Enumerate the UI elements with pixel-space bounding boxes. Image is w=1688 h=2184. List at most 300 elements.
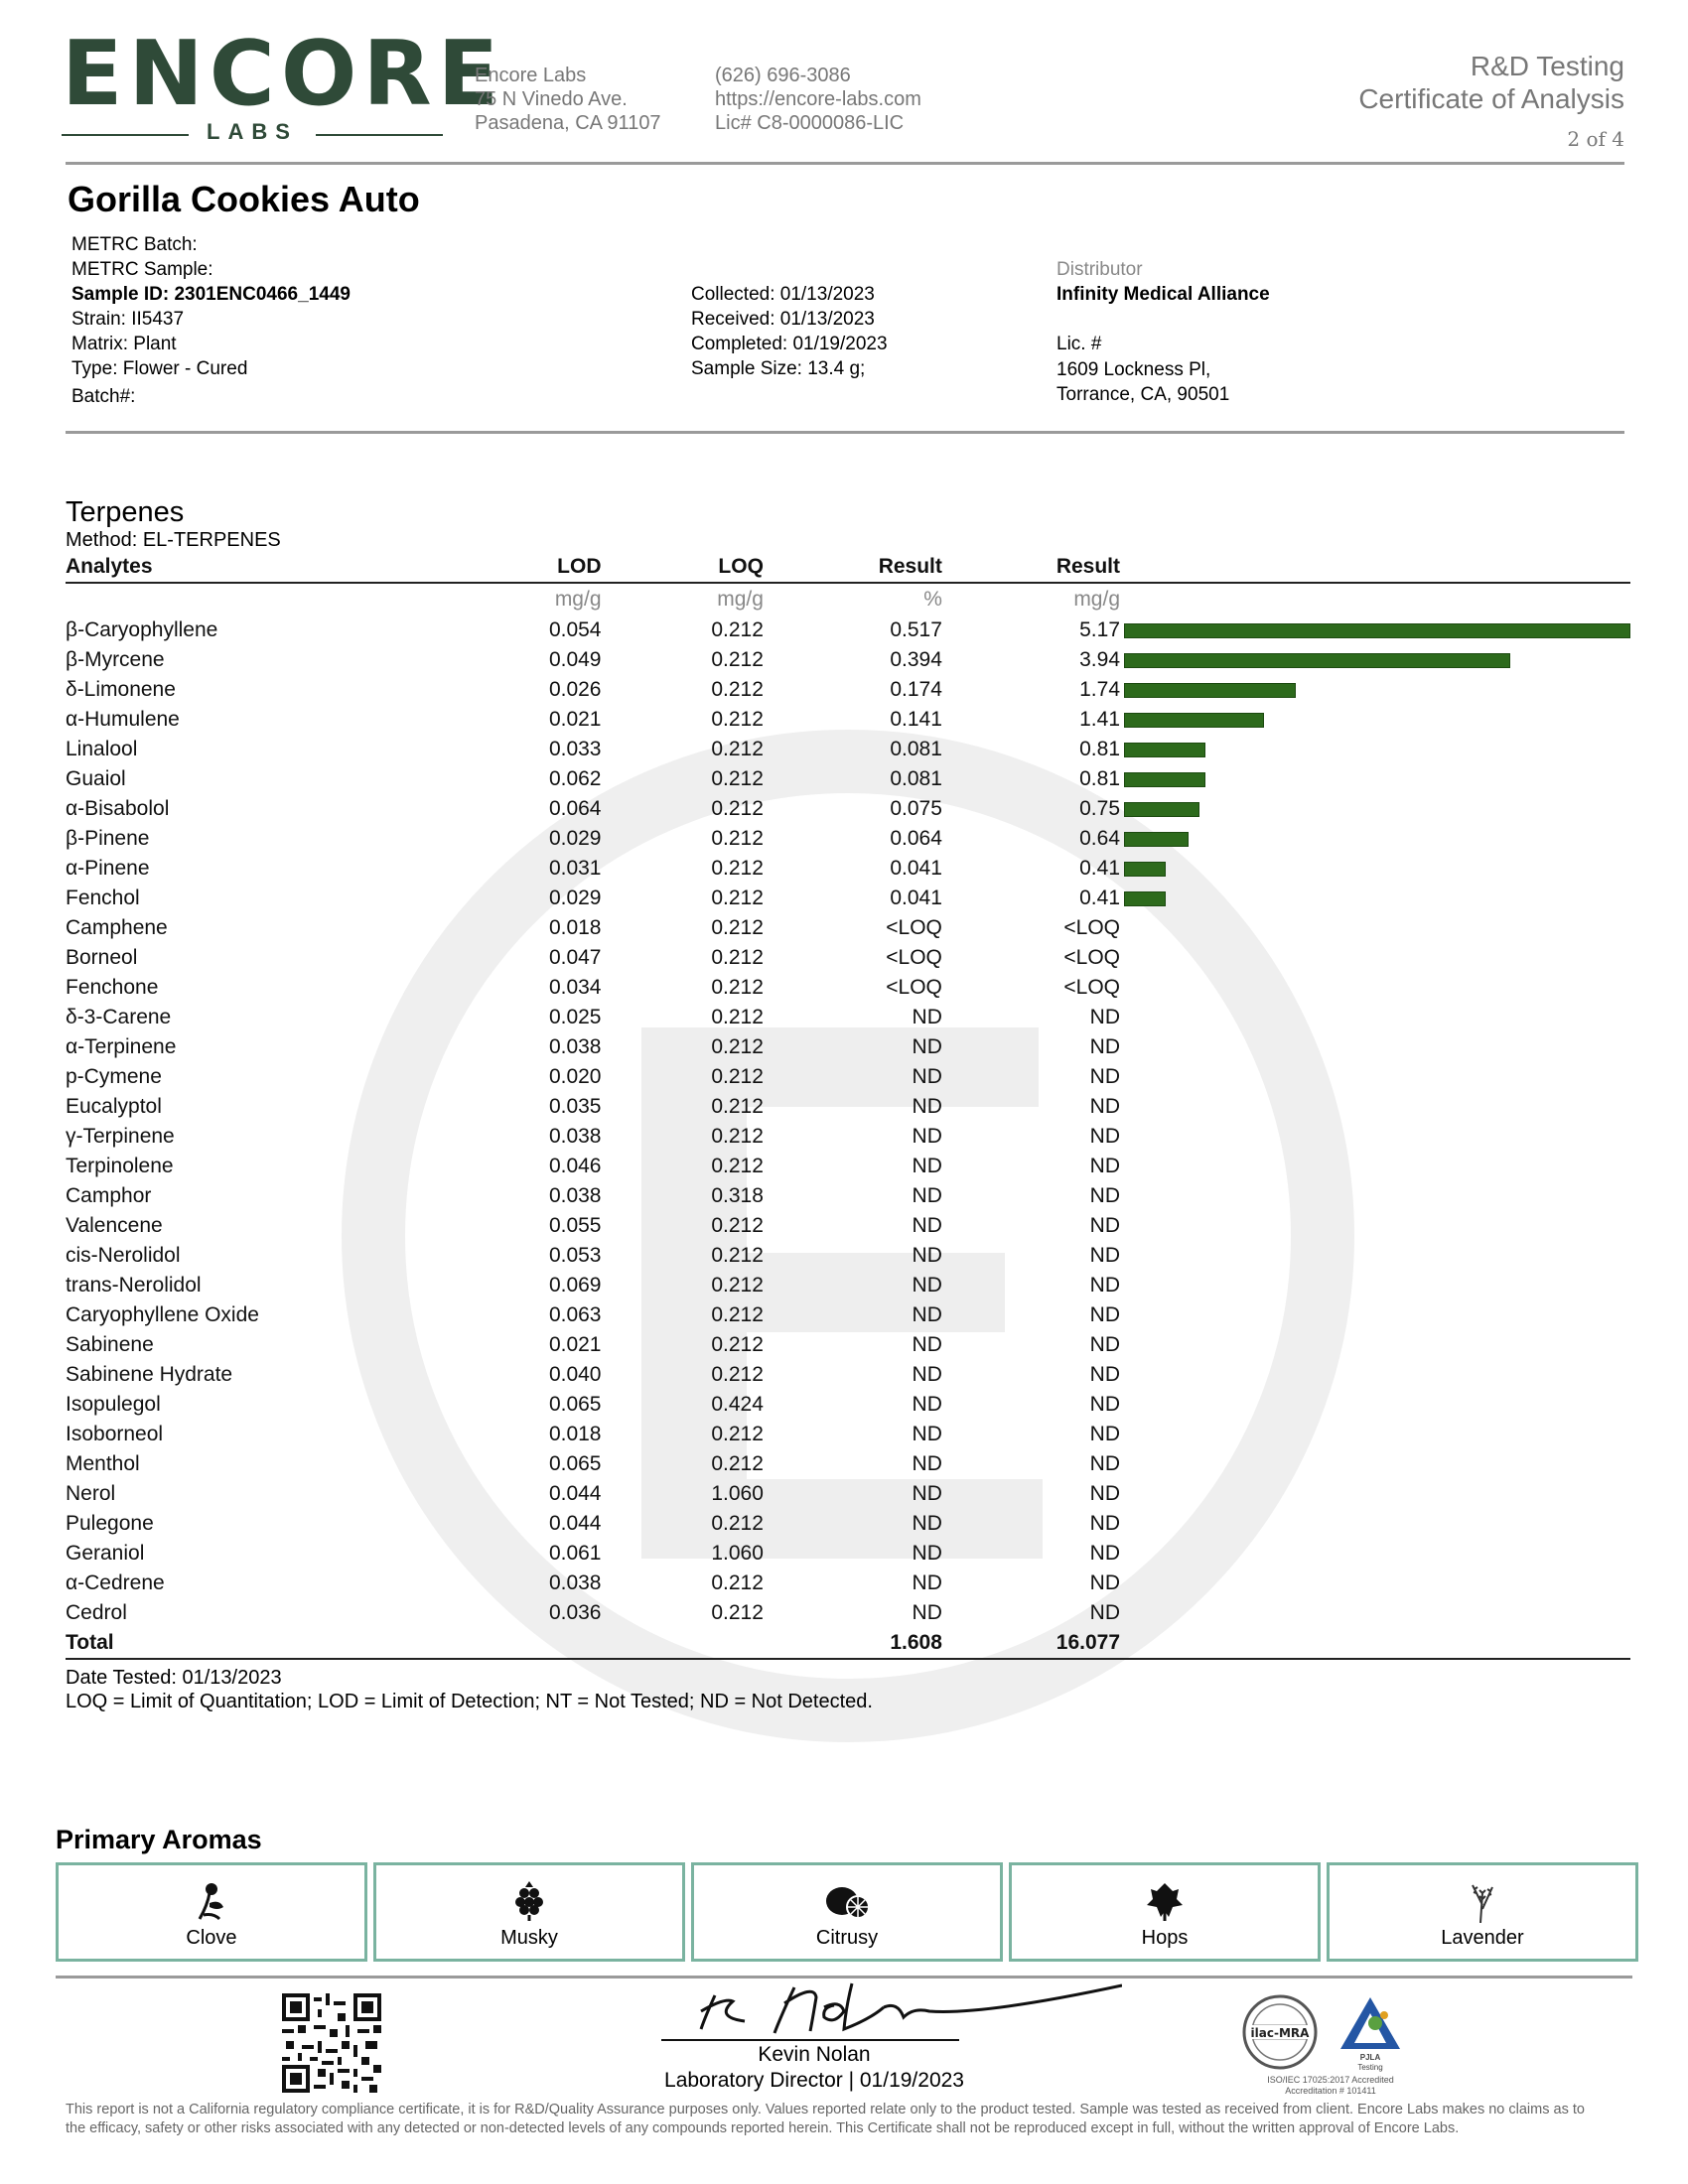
metrc-sample: METRC Sample:	[71, 259, 213, 280]
terpene-row	[66, 1241, 1630, 1271]
result-bar-cell	[1120, 645, 1630, 675]
analyte-name: Fenchol	[66, 887, 140, 909]
lab-phone: (626) 696-3086	[715, 65, 851, 86]
terpene-row	[66, 1003, 1630, 1032]
terpene-row	[66, 1539, 1630, 1569]
lod-value: 0.053	[548, 1244, 602, 1267]
terpene-row	[66, 1509, 1630, 1539]
result-pct-value: ND	[912, 1303, 942, 1326]
batch-number: Batch#:	[71, 386, 136, 407]
ilac-mra-text: ilac-MRA	[1250, 2026, 1310, 2040]
doc-type	[1358, 50, 1624, 115]
terpene-row	[66, 1420, 1630, 1449]
lod-value: 0.026	[548, 678, 602, 701]
result-bar-cell	[1120, 1390, 1630, 1420]
result-pct-value: <LOQ	[886, 946, 942, 969]
result-mg-value: 0.41	[1079, 857, 1120, 880]
result-pct-value: 0.141	[890, 708, 942, 731]
logo-sub	[62, 119, 443, 149]
lod-value: 0.038	[548, 1184, 602, 1207]
logo-wordmark: ENCORE	[62, 22, 505, 126]
result-bar-cell	[1120, 854, 1630, 884]
result-bar-cell	[1120, 1598, 1630, 1628]
result-bar-cell	[1120, 1539, 1630, 1569]
result-pct-value: 0.517	[890, 618, 942, 641]
lab-name: Encore Labs	[475, 65, 587, 86]
terpenes-table	[66, 552, 1630, 1660]
result-mg-value: ND	[1089, 1006, 1120, 1028]
lab-address	[475, 64, 661, 135]
result-bar-cell	[1120, 1152, 1630, 1181]
lod-value: 0.036	[548, 1601, 602, 1624]
loq-value: 0.424	[711, 1393, 764, 1416]
lod-value: 0.034	[548, 976, 602, 999]
result-pct-value: <LOQ	[886, 916, 942, 939]
result-mg-value: ND	[1089, 1542, 1120, 1565]
result-mg-value: 0.64	[1079, 827, 1120, 850]
analyte-name: Eucalyptol	[66, 1095, 162, 1118]
result-bar-cell	[1120, 1360, 1630, 1390]
result-pct-value: 0.041	[890, 887, 942, 909]
result-mg-value: 0.81	[1079, 767, 1120, 790]
result-mg-value: ND	[1089, 1035, 1120, 1058]
terpene-row	[66, 884, 1630, 913]
result-pct-value: ND	[912, 1035, 942, 1058]
lod-value: 0.069	[548, 1274, 602, 1297]
page-number: 2 of 4	[1567, 127, 1624, 151]
lod-value: 0.047	[548, 946, 602, 969]
result-bar-cell	[1120, 973, 1630, 1003]
lab-address-line1: 75 N Vinedo Ave.	[475, 88, 628, 110]
lod-value: 0.035	[548, 1095, 602, 1118]
result-pct-value: ND	[912, 1363, 942, 1386]
result-mg-value: ND	[1089, 1184, 1120, 1207]
terpene-row	[66, 1390, 1630, 1420]
terpene-row	[66, 854, 1630, 884]
loq-value: 0.212	[711, 1095, 764, 1118]
result-pct-value: 0.041	[890, 857, 942, 880]
result-bar-cell	[1120, 764, 1630, 794]
lod-value: 0.018	[548, 1423, 602, 1445]
loq-value: 0.212	[711, 1571, 764, 1594]
col-bar	[1120, 552, 1630, 583]
qr-code-icon[interactable]	[282, 1993, 381, 2093]
analyte-name: Isoborneol	[66, 1423, 164, 1445]
result-bar-cell	[1120, 735, 1630, 764]
result-mg-value: ND	[1089, 1571, 1120, 1594]
terpene-row	[66, 973, 1630, 1003]
aroma-label: Clove	[186, 1927, 237, 1949]
musky-icon	[376, 1879, 682, 1923]
analyte-name: Fenchone	[66, 976, 159, 999]
header-divider	[66, 162, 1624, 165]
terpene-row	[66, 1598, 1630, 1628]
loq-value: 0.212	[711, 1423, 764, 1445]
result-mg-value: <LOQ	[1063, 916, 1120, 939]
loq-value: 1.060	[711, 1542, 764, 1565]
result-bar-cell	[1120, 1330, 1630, 1360]
unit-result-pct: %	[923, 588, 942, 611]
result-bar-cell	[1120, 913, 1630, 943]
result-pct-value: 0.081	[890, 738, 942, 760]
analyte-name: Geraniol	[66, 1542, 145, 1565]
result-pct-value: ND	[912, 1065, 942, 1088]
accreditation-line2: Accreditation # 101411	[1285, 2086, 1376, 2096]
terpene-row	[66, 1211, 1630, 1241]
lod-value: 0.021	[548, 1333, 602, 1356]
doc-type-line2: Certificate of Analysis	[1358, 83, 1624, 114]
result-mg-value: 1.74	[1079, 678, 1120, 701]
terpene-row	[66, 764, 1630, 794]
analyte-name: trans-Nerolidol	[66, 1274, 202, 1297]
aroma-label: Musky	[500, 1927, 558, 1949]
aromas-title: Primary Aromas	[56, 1825, 262, 1854]
terpene-row	[66, 1569, 1630, 1598]
aroma-citrusy	[691, 1862, 1003, 1962]
loq-value: 0.212	[711, 976, 764, 999]
signer-title: Laboratory Director | 01/19/2023	[664, 2069, 964, 2092]
analyte-name: δ-Limonene	[66, 678, 176, 701]
terpene-row	[66, 1122, 1630, 1152]
accreditation-text	[1231, 2075, 1430, 2097]
result-mg-value: 1.41	[1079, 708, 1120, 731]
result-bar-cell	[1120, 1449, 1630, 1479]
result-bar	[1124, 743, 1205, 757]
analyte-name: Terpinolene	[66, 1155, 174, 1177]
result-mg-value: 5.17	[1079, 618, 1120, 641]
result-mg-value: 3.94	[1079, 648, 1120, 671]
terpene-row	[66, 735, 1630, 764]
analyte-name: β-Caryophyllene	[66, 618, 218, 641]
loq-value: 0.212	[711, 1006, 764, 1028]
result-pct-value: ND	[912, 1423, 942, 1445]
terpene-row	[66, 1479, 1630, 1509]
result-mg-value: ND	[1089, 1482, 1120, 1505]
lod-value: 0.020	[548, 1065, 602, 1088]
citrus-icon	[694, 1879, 1000, 1923]
terpene-row	[66, 705, 1630, 735]
signer-block	[596, 2042, 1033, 2094]
result-bar	[1124, 802, 1199, 817]
ilac-mra-logo-icon	[1241, 1993, 1319, 2071]
result-mg-value: ND	[1089, 1303, 1120, 1326]
col-result-pct: Result	[764, 552, 942, 583]
terpene-row	[66, 1300, 1630, 1330]
terpene-row	[66, 675, 1630, 705]
result-bar-cell	[1120, 1271, 1630, 1300]
analyte-name: Caryophyllene Oxide	[66, 1303, 259, 1326]
lod-value: 0.046	[548, 1155, 602, 1177]
accreditation-line1: ISO/IEC 17025:2017 Accredited	[1267, 2075, 1394, 2085]
aroma-label: Lavender	[1441, 1927, 1524, 1949]
loq-value: 0.212	[711, 1303, 764, 1326]
result-bar-cell	[1120, 943, 1630, 973]
loq-value: 0.212	[711, 1155, 764, 1177]
total-mg: 16.077	[942, 1628, 1120, 1659]
result-mg-value: ND	[1089, 1065, 1120, 1088]
aroma-label: Citrusy	[815, 1927, 879, 1949]
result-mg-value: 0.81	[1079, 738, 1120, 760]
loq-value: 0.212	[711, 708, 764, 731]
lab-website[interactable]: https://encore-labs.com	[715, 88, 921, 110]
loq-value: 0.212	[711, 916, 764, 939]
terpene-row	[66, 913, 1630, 943]
analyte-name: Sabinene	[66, 1333, 154, 1356]
result-pct-value: ND	[912, 1125, 942, 1148]
result-pct-value: ND	[912, 1333, 942, 1356]
analyte-name: α-Bisabolol	[66, 797, 170, 820]
signature-icon	[685, 1978, 1122, 2039]
pjla-label	[1331, 2053, 1410, 2073]
analyte-name: Linalool	[66, 738, 138, 760]
terpene-row	[66, 1032, 1630, 1062]
result-pct-value: ND	[912, 1006, 942, 1028]
loq-value: 0.212	[711, 1035, 764, 1058]
collected-date: Collected: 01/13/2023	[691, 284, 875, 305]
analyte-name: Menthol	[66, 1452, 140, 1475]
lod-value: 0.063	[548, 1303, 602, 1326]
terpene-row	[66, 615, 1630, 645]
analyte-name: Guaiol	[66, 767, 126, 790]
result-bar	[1124, 653, 1510, 668]
sample-type: Type: Flower - Cured	[71, 358, 248, 379]
lod-value: 0.025	[548, 1006, 602, 1028]
info-divider	[66, 431, 1624, 434]
matrix: Matrix: Plant	[71, 334, 177, 354]
result-mg-value: ND	[1089, 1125, 1120, 1148]
analyte-name: cis-Nerolidol	[66, 1244, 181, 1267]
sample-size: Sample Size: 13.4 g;	[691, 358, 866, 379]
lod-value: 0.065	[548, 1452, 602, 1475]
abbreviation-legend: LOQ = Limit of Quantitation; LOD = Limit of Detection; NT = Not Tested; ND = Not Detected.	[66, 1691, 873, 1712]
loq-value: 0.212	[711, 887, 764, 909]
result-bar	[1124, 891, 1166, 906]
analyte-name: Camphor	[66, 1184, 152, 1207]
loq-value: 0.212	[711, 1065, 764, 1088]
loq-value: 0.212	[711, 1125, 764, 1148]
analyte-name: α-Terpinene	[66, 1035, 177, 1058]
result-pct-value: ND	[912, 1512, 942, 1535]
result-pct-value: ND	[912, 1095, 942, 1118]
disclaimer-text: This report is not a California regulatory compliance certificate, it is for R&D/Quality Assurance purposes only. Values reported relate only to the product tested. Sample was tested as received from client. Encore Labs makes no claims as to the efficacy, safety or other risks associated with any detected or non-detected levels of any compounds reported herein. This Certificate shall not be reproduced except in full, without the written approval of Encore Labs.	[66, 2102, 1585, 2136]
received-date: Received: 01/13/2023	[691, 309, 875, 330]
result-pct-value: 0.394	[890, 648, 942, 671]
result-mg-value: ND	[1089, 1601, 1120, 1624]
lod-value: 0.054	[548, 618, 602, 641]
unit-lod: mg/g	[554, 588, 602, 611]
result-bar-cell	[1120, 1300, 1630, 1330]
distributor-name: Infinity Medical Alliance	[1056, 284, 1270, 305]
result-mg-value: ND	[1089, 1452, 1120, 1475]
result-bar-cell	[1120, 675, 1630, 705]
unit-result-mg: mg/g	[1073, 588, 1120, 611]
aroma-musky	[373, 1862, 685, 1962]
loq-value: 0.212	[711, 767, 764, 790]
terpene-row	[66, 1271, 1630, 1300]
loq-value: 0.212	[711, 797, 764, 820]
result-pct-value: ND	[912, 1542, 942, 1565]
result-bar-cell	[1120, 1420, 1630, 1449]
analyte-name: δ-3-Carene	[66, 1006, 172, 1028]
lod-value: 0.049	[548, 648, 602, 671]
lab-license: Lic# C8-0000086-LIC	[715, 112, 905, 134]
pjla-sub-text: Testing	[1357, 2063, 1383, 2072]
loq-value: 1.060	[711, 1482, 764, 1505]
lod-value: 0.065	[548, 1393, 602, 1416]
distributor-address1: 1609 Lockness Pl,	[1056, 359, 1211, 380]
loq-value: 0.212	[711, 678, 764, 701]
analyte-name: Cedrol	[66, 1601, 127, 1624]
result-bar-cell	[1120, 1122, 1630, 1152]
lod-value: 0.031	[548, 857, 602, 880]
lod-value: 0.029	[548, 827, 602, 850]
terpene-row	[66, 794, 1630, 824]
loq-value: 0.212	[711, 827, 764, 850]
result-mg-value: ND	[1089, 1423, 1120, 1445]
result-bar-cell	[1120, 1032, 1630, 1062]
result-mg-value: ND	[1089, 1274, 1120, 1297]
result-bar-cell	[1120, 884, 1630, 913]
terpene-row	[66, 824, 1630, 854]
loq-value: 0.212	[711, 1333, 764, 1356]
col-lod: LOD	[377, 552, 601, 583]
lod-value: 0.062	[548, 767, 602, 790]
result-mg-value: 0.41	[1079, 887, 1120, 909]
loq-value: 0.212	[711, 1452, 764, 1475]
loq-value: 0.318	[711, 1184, 764, 1207]
lod-value: 0.044	[548, 1482, 602, 1505]
aroma-clove	[56, 1862, 367, 1962]
distributor-address2: Torrance, CA, 90501	[1056, 384, 1230, 405]
pjla-logo-icon	[1331, 1993, 1410, 2053]
analyte-name: β-Myrcene	[66, 648, 165, 671]
analyte-name: p-Cymene	[66, 1065, 162, 1088]
result-bar-cell	[1120, 1181, 1630, 1211]
aroma-label: Hops	[1141, 1927, 1189, 1949]
result-bar	[1124, 713, 1264, 728]
lod-value: 0.018	[548, 916, 602, 939]
result-mg-value: ND	[1089, 1512, 1120, 1535]
analyte-name: Nerol	[66, 1482, 116, 1505]
terpene-row	[66, 1330, 1630, 1360]
lab-address-line2: Pasadena, CA 91107	[475, 112, 661, 134]
aroma-lavender	[1327, 1862, 1638, 1962]
result-mg-value: ND	[1089, 1155, 1120, 1177]
result-mg-value: <LOQ	[1063, 976, 1120, 999]
date-tested: Date Tested: 01/13/2023	[66, 1667, 282, 1689]
analyte-name: Valencene	[66, 1214, 163, 1237]
result-bar-cell	[1120, 1241, 1630, 1271]
terpene-row	[66, 1449, 1630, 1479]
units-row	[66, 583, 1630, 615]
result-mg-value: <LOQ	[1063, 946, 1120, 969]
col-loq: LOQ	[602, 552, 764, 583]
result-pct-value: 0.064	[890, 827, 942, 850]
analyte-name: Isopulegol	[66, 1393, 161, 1416]
logo-sub-text: LABS	[207, 119, 298, 144]
unit-loq: mg/g	[717, 588, 764, 611]
distributor-label: Distributor	[1056, 259, 1143, 280]
result-pct-value: 0.174	[890, 678, 942, 701]
total-pct: 1.608	[764, 1628, 942, 1659]
analyte-name: Sabinene Hydrate	[66, 1363, 233, 1386]
pjla-text: PJLA	[1359, 2053, 1381, 2062]
loq-value: 0.212	[711, 738, 764, 760]
result-bar	[1124, 772, 1205, 787]
terpene-row	[66, 1181, 1630, 1211]
loq-value: 0.212	[711, 1363, 764, 1386]
metrc-batch: METRC Batch:	[71, 234, 198, 255]
hops-icon	[1012, 1879, 1318, 1923]
col-result-mg: Result	[942, 552, 1120, 583]
analyte-name: Borneol	[66, 946, 138, 969]
result-pct-value: ND	[912, 1155, 942, 1177]
terpene-row	[66, 1062, 1630, 1092]
result-bar-cell	[1120, 1211, 1630, 1241]
terpene-row	[66, 1152, 1630, 1181]
analyte-name: Camphene	[66, 916, 168, 939]
lod-value: 0.033	[548, 738, 602, 760]
result-bar-cell	[1120, 705, 1630, 735]
result-pct-value: ND	[912, 1393, 942, 1416]
loq-value: 0.212	[711, 1214, 764, 1237]
total-label: Total	[66, 1628, 377, 1659]
result-pct-value: ND	[912, 1244, 942, 1267]
result-mg-value: ND	[1089, 1363, 1120, 1386]
result-pct-value: 0.075	[890, 797, 942, 820]
signer-name: Kevin Nolan	[758, 2043, 871, 2066]
result-mg-value: ND	[1089, 1244, 1120, 1267]
terpene-row	[66, 1360, 1630, 1390]
strain: Strain: II5437	[71, 309, 185, 330]
terpenes-method: Method: EL-TERPENES	[66, 529, 281, 551]
result-bar-cell	[1120, 1003, 1630, 1032]
loq-value: 0.212	[711, 618, 764, 641]
lavender-icon	[1330, 1879, 1635, 1923]
doc-type-line1: R&D Testing	[1470, 51, 1624, 81]
result-mg-value: ND	[1089, 1333, 1120, 1356]
total-row	[66, 1628, 1630, 1659]
result-pct-value: <LOQ	[886, 976, 942, 999]
result-bar-cell	[1120, 1569, 1630, 1598]
product-title: Gorilla Cookies Auto	[68, 179, 420, 219]
loq-value: 0.212	[711, 1512, 764, 1535]
terpene-row	[66, 645, 1630, 675]
analyte-name: α-Cedrene	[66, 1571, 165, 1594]
result-mg-value: ND	[1089, 1214, 1120, 1237]
result-bar-cell	[1120, 1509, 1630, 1539]
lod-value: 0.038	[548, 1125, 602, 1148]
result-mg-value: ND	[1089, 1095, 1120, 1118]
lod-value: 0.061	[548, 1542, 602, 1565]
result-pct-value: ND	[912, 1482, 942, 1505]
result-pct-value: ND	[912, 1571, 942, 1594]
clove-icon	[59, 1879, 364, 1923]
result-mg-value: ND	[1089, 1393, 1120, 1416]
analyte-name: γ-Terpinene	[66, 1125, 175, 1148]
col-analytes: Analytes	[66, 552, 377, 583]
result-bar-cell	[1120, 1092, 1630, 1122]
lab-contact	[715, 64, 921, 135]
aroma-hops	[1009, 1862, 1321, 1962]
result-mg-value: 0.75	[1079, 797, 1120, 820]
analyte-name: Pulegone	[66, 1512, 154, 1535]
result-pct-value: ND	[912, 1452, 942, 1475]
terpenes-body	[66, 583, 1630, 1628]
distributor-lic: Lic. #	[1056, 334, 1102, 354]
loq-value: 0.212	[711, 857, 764, 880]
sample-dates	[691, 282, 888, 381]
